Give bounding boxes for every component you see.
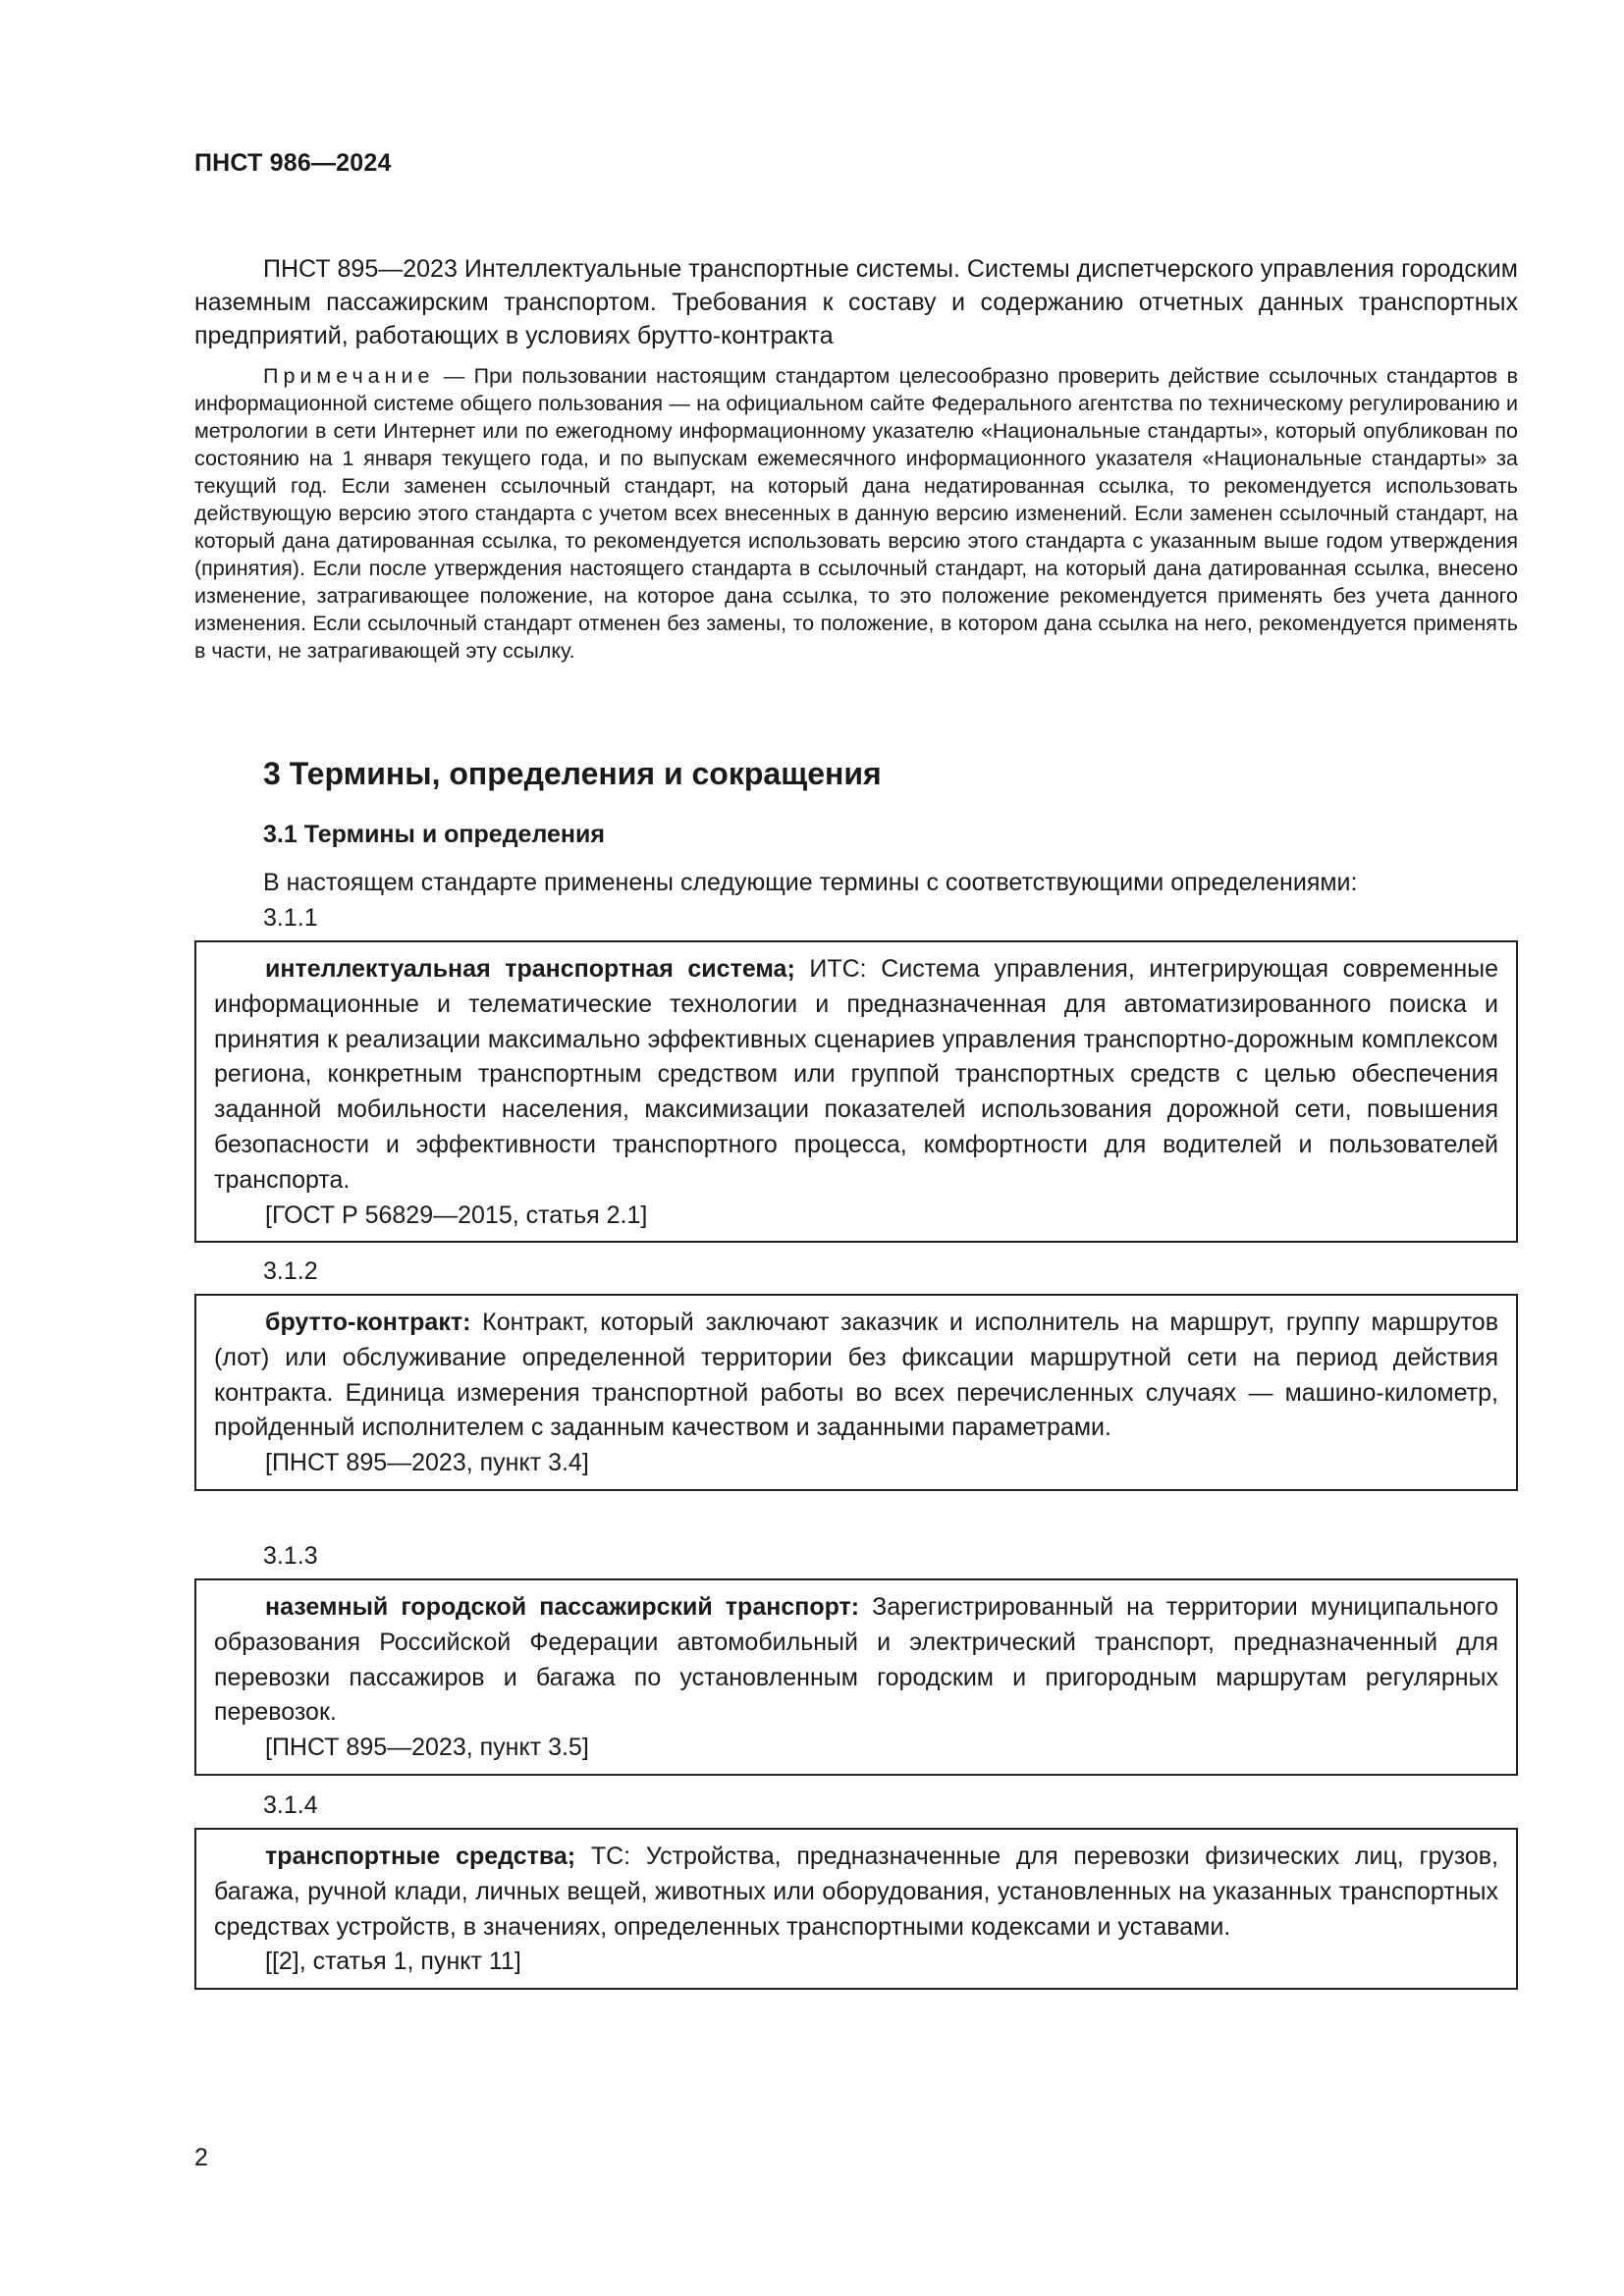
term-source: [ГОСТ Р 56829—2015, статья 2.1] xyxy=(265,1201,648,1229)
term-definition: ИТС: Система управления, интегрирующая современные информационные и телематические технологии и предназначенная для автоматизированного поиска и принятия к реализации максимально эффективных сценариев управления транспортно-дорожным комплексом региона, конкретным транспортным средством или группой транспортных средств с целью обеспечения заданной мобильности населения, максимизации показателей использования дорожной сети, повышения безопасности и эффективности транспортного процесса, комфортности для водителей и пользователей транспорта. xyxy=(214,955,1498,1194)
term-name: наземный городской пассажирский транспорт: xyxy=(265,1593,860,1621)
term-definition: Зарегистрированный на территории муниципального образования Российской Федерации автомобильный и электрический транспорт, предназначенный для перевозки пассажиров и багажа по установленным городским и пригородным маршрутам регулярных перевозок. xyxy=(214,1593,1498,1727)
term-box xyxy=(194,1578,1518,1776)
term-box xyxy=(194,940,1518,1243)
term-definition-block xyxy=(214,1306,1498,1446)
term-box xyxy=(194,1828,1518,1990)
term-source: [[2], статья 1, пункт 11] xyxy=(265,1948,521,1976)
terms-intro: В настоящем стандарте применены следующие термины с соответствующими определениями: xyxy=(263,869,1358,896)
document-code-header: ПНСТ 986—2024 xyxy=(194,149,392,177)
term-source: [ПНСТ 895—2023, пункт 3.5] xyxy=(265,1734,589,1762)
term-name: брутто-контракт: xyxy=(265,1308,471,1336)
term-definition-block xyxy=(214,1590,1498,1731)
term-number: 3.1.1 xyxy=(263,904,318,932)
reference-paragraph: ПНСТ 895—2023 Интеллектуальные транспортные системы. Системы диспетчерского управления городским наземным пассажирским транспортом. Требования к составу и содержанию отчетных данных транспортных предприятий, работающих в условиях брутто-контракта xyxy=(194,255,1518,349)
term-definition: Контракт, который заключают заказчик и исполнитель на маршрут, группу маршрутов (лот) или обслуживание определенной территории без фиксации маршрутной сети на период действия контракта. Единица измерения транспортной работы во всех перечисленных случаях — машино-километр, пройденный исполнителем с заданным качеством и заданными параметрами. xyxy=(214,1308,1498,1442)
note-label: Примечание xyxy=(263,363,435,388)
note-paragraph xyxy=(194,362,1518,666)
term-source: [ПНСТ 895—2023, пункт 3.4] xyxy=(265,1449,589,1477)
term-number: 3.1.4 xyxy=(263,1791,318,1819)
term-definition-block xyxy=(214,952,1498,1199)
section-title: 3 Термины, определения и сокращения xyxy=(263,756,882,791)
term-name: интеллектуальная транспортная система; xyxy=(265,955,795,983)
term-definition: ТС: Устройства, предназначенные для перевозки физических лиц, грузов, багажа, ручной клади, личных вещей, животных или оборудования, установленных на указанных транспортных средствах устройств, в значениях, определенных транспортными кодексами и уставами. xyxy=(214,1842,1499,1941)
term-name: транспортные средства; xyxy=(265,1842,576,1870)
subsection-title: 3.1 Термины и определения xyxy=(263,821,605,848)
term-number: 3.1.3 xyxy=(263,1542,318,1570)
term-box xyxy=(194,1294,1518,1491)
page-number: 2 xyxy=(194,2144,208,2171)
term-definition-block xyxy=(214,1840,1498,1945)
term-number: 3.1.2 xyxy=(263,1257,318,1285)
note-text: — При пользовании настоящим стандартом целесообразно проверить действие ссылочных стандартов в информационной системе общего пользования — на официальном сайте Федерального агентства по техническому регулированию и метрологии в сети Интернет или по ежегодному информационному указателю «Национальные стандарты», который опубликован по состоянию на 1 января текущего года, и по выпускам ежемесячного информационного указателя «Национальные стандарты» за текущий год. Если заменен ссылочный стандарт, на который дана недатированная ссылка, то рекомендуется использовать действующую версию этого стандарта с учетом всех внесенных в данную версию изменений. Если заменен ссылочный стандарт, на который дана датированная ссылка, то рекомендуется использовать версию этого стандарта с указанным выше годом утверждения (принятия). Если после утверждения настоящего стандарта в ссылочный стандарт, на который дана датированная ссылка, внесено изменение, затрагивающее положение, на которое дана ссылка, то это положение рекомендуется применять без учета данного изменения. Если ссылочный стандарт отменен без замены, то положение, в котором дана ссылка на него, рекомендуется применять в части, не затрагивающей эту ссылку. xyxy=(194,363,1518,664)
